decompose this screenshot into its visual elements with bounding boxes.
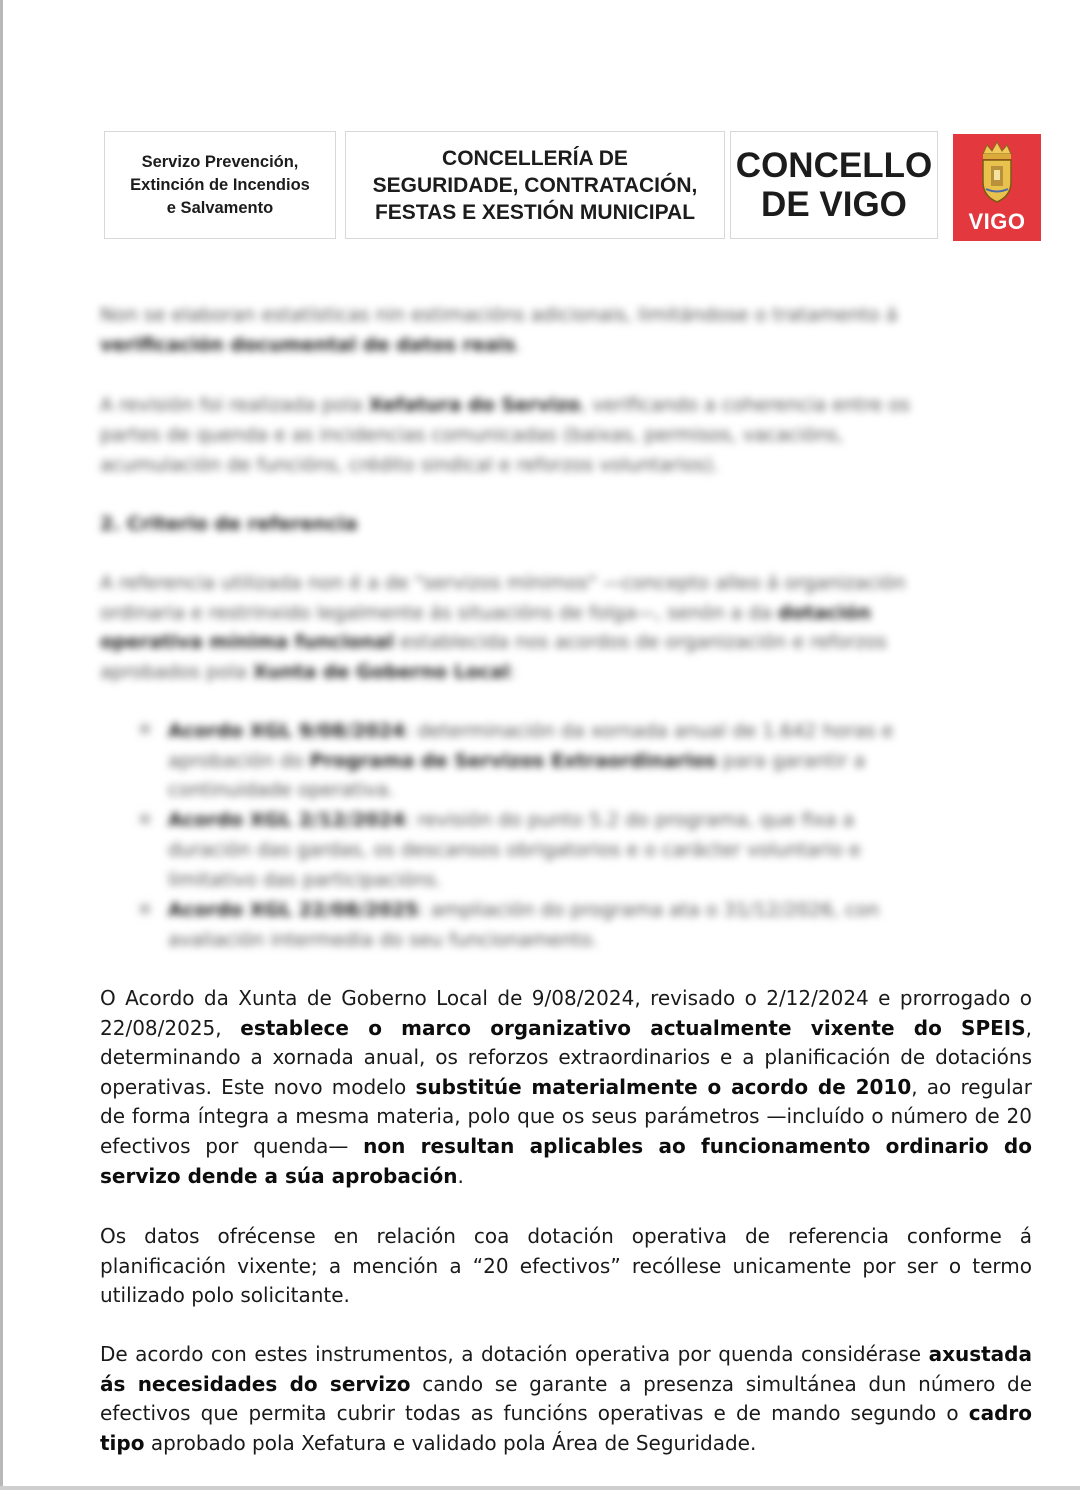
bold-text-run: establece o marco organizativo actualmente vixente do SPEIS [240, 1015, 1026, 1040]
blurred-bullet-line: limitativo das participacións. [168, 869, 442, 891]
department-line: SEGURIDADE, CONTRATACIÓN, [372, 173, 698, 197]
blurred-line: A revisión foi realizada pola Xefatura do Servizo, verificando a coherencia entre os [100, 394, 910, 416]
bold-text-run: cadro tipo [100, 1401, 1032, 1455]
blurred-heading: 2. Criterio de referencia [100, 513, 358, 535]
blurred-bullet-line: Acordo XGL 22/08/2025: ampliación do programa ata o 31/12/2026, con [168, 899, 880, 921]
council-name-box [730, 131, 938, 239]
service-line: Extinción de Incendios [130, 175, 310, 194]
blurred-line: operativa mínima funcional establecida nos acordos de organización e reforzos [100, 631, 887, 653]
bullet-dot [141, 905, 149, 913]
council-line: CONCELLO [735, 146, 933, 185]
blurred-line: verificación documental de datos reais. [100, 334, 522, 356]
page-bottom-edge [0, 1486, 1080, 1490]
blurred-line: acumulación de funcións, crédito sindical e reforzos voluntarios). [100, 454, 719, 476]
blurred-line: aprobados pola Xunta de Goberno Local: [100, 661, 516, 683]
blurred-line: Non se elaboran estatísticas nin estimacións adicionais, limitándose o tratamento á [100, 304, 898, 326]
shield-label: VIGO [968, 209, 1026, 234]
bold-text-run: non resultan aplicables ao funcionamento ordinario do servizo dende a súa aprobación [100, 1133, 1032, 1188]
department-name-box [345, 131, 725, 239]
page-edge [0, 0, 3, 1490]
blurred-bullet-line: Acordo XGL 9/08/2024: determinación da xornada anual de 1.642 horas e [168, 720, 894, 742]
council-line: DE VIGO [761, 185, 907, 224]
paragraph-acordo-xgl [100, 984, 1032, 1191]
blurred-bullet-line: Acordo XGL 2/12/2024: revisión do punto 5.2 do programa, que fixa a [168, 809, 855, 831]
text-run: aprobado pola Xefatura e validado pola Área de Seguridade. [144, 1430, 757, 1455]
blurred-bullet-line: avaliación intermedia do seu funcionamento. [168, 929, 598, 951]
blurred-line: ordinaria e restrinxido legalmente ás situacións de folga—, senón a da dotación [100, 602, 871, 624]
blurred-bullet-line: continuidade operativa. [168, 779, 395, 801]
bullet-dot [141, 815, 149, 823]
bold-text-run: axustada ás necesidades do servizo [100, 1342, 1032, 1396]
service-line: e Salvamento [166, 198, 274, 217]
text-run: , ao regular de forma íntegra a mesma materia, polo que os seus parámetros —incluído o número de 20 efectivos por quenda— [100, 1074, 1032, 1158]
bullet-dot [141, 725, 149, 733]
text-run: Os datos ofrécense en relación coa dotación operativa de referencia conforme á planificación vixente; a mención a “20 efectivos” recóllese unicamente por ser o termo utilizado polo solicitante. [100, 1224, 1032, 1308]
blurred-line: A referencia utilizada non é a de "servizos mínimos" —concepto alleo á organización [100, 572, 906, 594]
department-line: CONCELLERÍA DE [442, 146, 628, 170]
paragraph-datos [100, 1222, 1032, 1311]
service-name-box [104, 131, 336, 239]
service-line: Servizo Prevención, [141, 152, 299, 171]
blurred-bullet-line: duración das gardas, os descansos obrigatorios e o carácter voluntario e [168, 839, 861, 861]
paragraph-dotacion [100, 1340, 1032, 1458]
blurred-line: partes de quenda e as incidencias comunicadas (baixas, permisos, vacacións, [100, 424, 844, 446]
text-run: , determinando a xornada anual, os reforzos extraordinarios e a planificación de dotacións operativas. Este novo modelo [100, 1015, 1032, 1099]
text-run: cando se garante a presenza simultánea dun número de efectivos que permita cubrir todas as funcións operativas e de mando segundo o [100, 1371, 1032, 1426]
department-line: FESTAS E XESTIÓN MUNICIPAL [374, 200, 696, 224]
text-run: De acordo con estes instrumentos, a dotación operativa por quenda considérase [100, 1342, 929, 1366]
blurred-bullet-line: aprobación do Programa de Servizos Extraordinarios para garantir a [168, 750, 866, 772]
bold-text-run: substitúe materialmente o acordo de 2010 [415, 1074, 912, 1099]
text-run: . [457, 1163, 464, 1188]
vigo-coat-of-arms-logo [953, 134, 1041, 241]
text-run: O Acordo da Xunta de Goberno Local de 9/08/2024, revisado o 2/12/2024 e prorrogado o 22/08/2025, [100, 986, 1032, 1040]
